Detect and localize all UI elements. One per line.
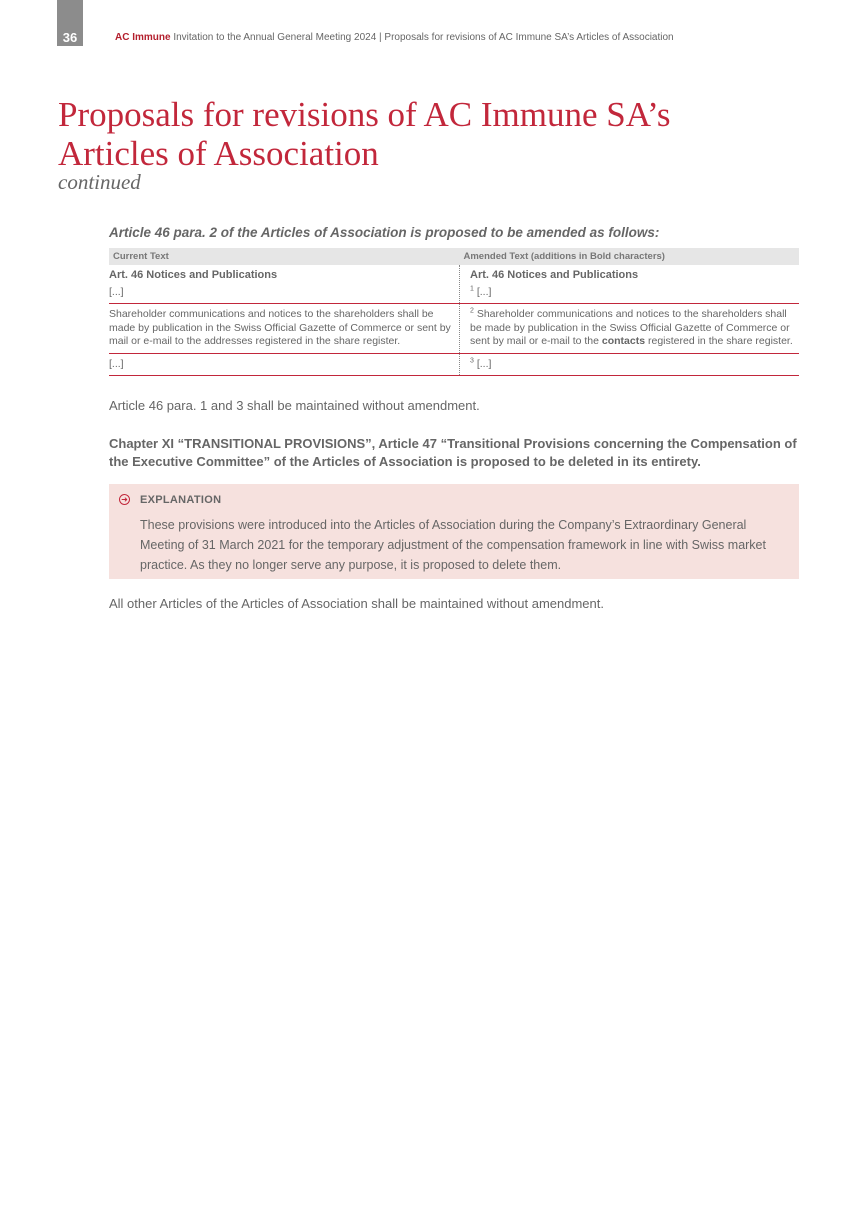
page-subtitle: continued: [58, 170, 141, 194]
table-cell: [460, 353, 800, 376]
table-cell: [109, 265, 460, 304]
table-header-row: [109, 248, 799, 265]
chapter-deletion-text: Chapter XI “TRANSITIONAL PROVISIONS”, Article 47 “Transitional Provisions concerning the Compensation of the Executive Committee” of the Articles of Association is proposed to be deleted in its entirety.: [109, 436, 797, 469]
note-other-articles: All other Articles of the Articles of Association shall be maintained without amendment.: [109, 596, 604, 611]
arrow-right-circle-icon: ➜: [119, 494, 130, 505]
right-row2-bold: contacts: [601, 335, 646, 347]
header-text: Invitation to the Annual General Meeting 2024 | Proposals for revisions of AC Immune SA’s Articles of Association: [170, 32, 674, 43]
left-row1-text: [...]: [109, 285, 124, 298]
amendment-intro: Article 46 para. 2 of the Articles of Association is proposed to be amended as follows:: [109, 225, 660, 240]
page-number-tab: [57, 0, 83, 46]
para-number: 1: [470, 285, 474, 292]
title-line-2: Articles of Association: [58, 134, 379, 173]
right-article-heading: Art. 46 Notices and Publications: [470, 269, 639, 281]
right-row2-text-a: Shareholder communications and notices to the shareholders shall be made by publication in the Swiss Official Gazette of Commerce or sent by mail or e-mail to the: [470, 308, 790, 347]
right-row1-text: [...]: [473, 285, 492, 298]
col-current-text: Current Text: [109, 248, 460, 265]
explanation-box: [109, 484, 799, 579]
para-number: 3: [470, 357, 474, 364]
para-number: 2: [470, 307, 474, 315]
page-number: 36: [62, 30, 78, 45]
explanation-label: EXPLANATION: [140, 494, 222, 506]
running-header: [115, 32, 674, 43]
table-cell: Shareholder communications and notices to the shareholders shall be made by publication in the Swiss Official Gazette of Commerce or sent by mail or e-mail to the addresses registered in the share register.: [109, 304, 460, 354]
col-amended-text: Amended Text (additions in Bold characters): [460, 248, 800, 265]
table-row: [109, 353, 799, 376]
header-brand: AC Immune: [115, 32, 171, 43]
table-cell: [460, 265, 800, 304]
left-article-heading: Art. 46 Notices and Publications: [109, 269, 278, 281]
right-row2-text-b: registered in the share register.: [645, 335, 793, 347]
note-para-1-3: Article 46 para. 1 and 3 shall be maintained without amendment.: [109, 398, 480, 413]
right-row3-text: [...]: [473, 357, 492, 370]
table-row: [109, 304, 799, 354]
explanation-body: These provisions were introduced into the Articles of Association during the Company’s Extraordinary General Meeting of 31 March 2021 for the temporary adjustment of the compensation framework in line with Swiss market practice. As they no longer serve any purpose, it is proposed to delete them.: [140, 518, 766, 572]
table-row: [109, 265, 799, 304]
table-cell: [460, 304, 800, 354]
page-title: [58, 95, 671, 173]
title-line-1: Proposals for revisions of AC Immune SA’s: [58, 95, 671, 134]
table-cell: [...]: [109, 353, 460, 376]
amendment-table: [109, 248, 799, 376]
